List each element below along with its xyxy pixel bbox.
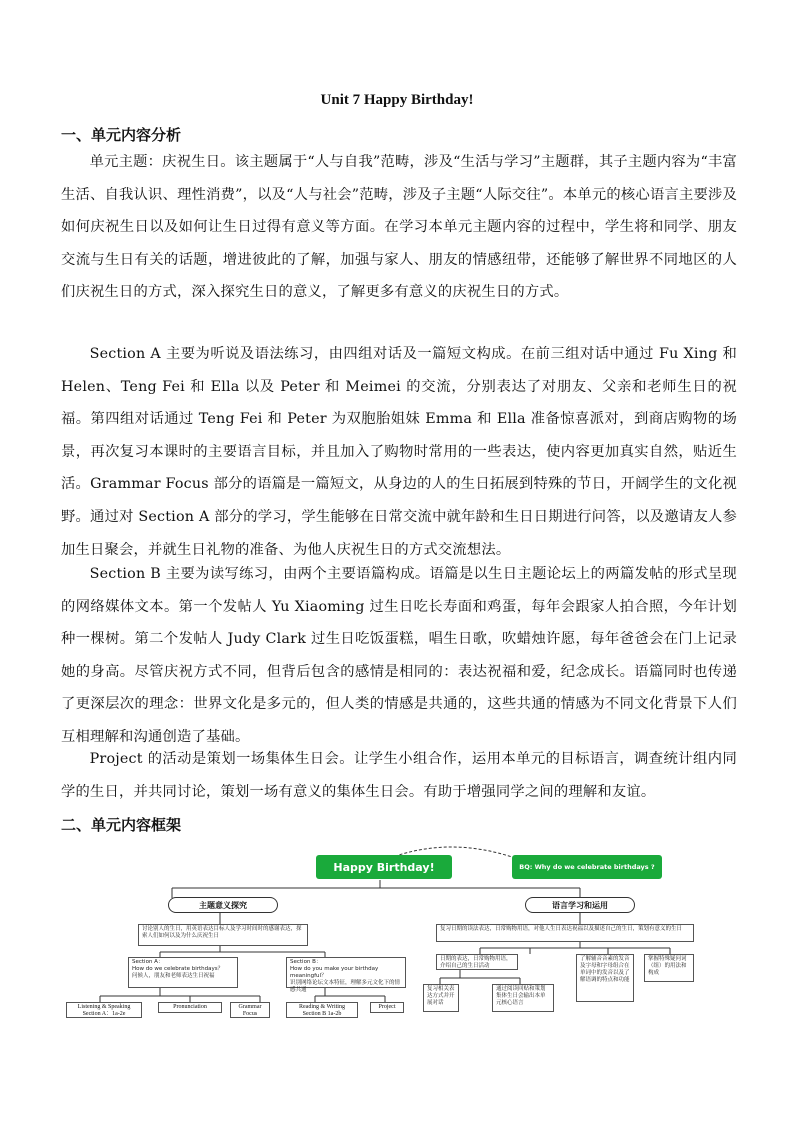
leaf-reading-writing: Reading & Writing Section B 1a-2b [286, 1002, 358, 1018]
unit-framework-diagram [60, 850, 700, 1025]
leaf-pronunciation: Pronunciation [158, 1002, 222, 1013]
root-node: Happy Birthday! [316, 855, 452, 879]
section-heading-framework: 二、单元内容框架 [61, 816, 182, 834]
left-description-box: 讨论别人的生日，用英语表达目标人及学习时间时的感谢表达，探索人们如何以及为什么庆祝生日 [138, 924, 308, 946]
paragraph-project: Project 的活动是策划一场集体生日会。让学生小组合作，运用本单元的目标语言，调查统计组内同学的生日，并共同讨论，策划一场有意义的集体生日会。有助于增强同学之间的理解和友谊。 [61, 751, 737, 800]
big-question-node: BQ: Why do we celebrate birthdays ? [512, 855, 662, 879]
section-b-box: Section B： How do you make your birthday meaningful？ 识别网络论坛文本特征，理解多元文化下的情感共通 [286, 957, 406, 988]
section-a-box: Section A： How do we celebrate birthdays？ 问候人，朋友和老师表达生日祝福 [128, 957, 238, 988]
paragraph-theme: 单元主题：庆祝生日。该主题属于“人与自我”范畴，涉及“生活与学习”主题群，其子主题内容为“丰富生活、自我认识、理性消费”，以及“人与社会”范畴，涉及子主题“人际交往”。本单元的核心语言主要涉及如何庆祝生日以及如何让生日过得有意义等方面。在学习本单元主题内容的过程中，学生将和同学、朋友交流与生日有关的话题，增进彼此的了解，加强与家人、朋友的情感纽带，还能够了解世界不同地区的人们庆祝生日的方式，深入探究生日的意义，了解更多有意义的庆祝生日的方式。 [61, 154, 737, 301]
leaf-grammar-focus: Grammar Focus [230, 1002, 270, 1018]
leaf-project: Project [370, 1002, 404, 1013]
paragraph-section-a: Section A 主要为听说及语法练习，由四组对话及一篇短文构成。在前三组对话中通过 Fu Xing 和 Helen、Teng Fei 和 Ella 以及 Peter 和 Meimei 的交流，分别表达了对朋友、父亲和老师生日的祝福。第四组对话通过 Teng Fei 和 Peter 为双胞胎姐妹 Emma 和 Ella 准备惊喜派对，到商店购物的场景，再次复习本课时的主要语言目标，并且加入了购物时常用的一些表达，使内容更加真实自然，贴近生活。Grammar Focus 部分的语篇是一篇短文，从身边的人的生日拓展到特殊的节日，开阔学生的文化视野。通过对 Section A 部分的学习，学生能够在日常交流中就年龄和生日日期进行问答，以及邀请友人参加生日聚会，并就生日礼物的准备、为他人庆祝生日的方式交流想法。 [61, 346, 737, 558]
right-description-box: 复习日期的读法表达，日常购物用语，对他人生日表达祝福以及描述自己的生日，策划有意义的生日 [436, 924, 694, 942]
right-box-dates-shopping: 日期的表达，日常购物用语，介绍自己的生日活动 [436, 954, 518, 970]
section-heading-analysis: 一、单元内容分析 [61, 126, 182, 144]
leaf-listening-speaking: Listening & Speaking Section A：1a-2e [66, 1002, 142, 1018]
paragraph-section-b: Section B 主要为读写练习，由两个主要语篇构成。语篇是以生日主题论坛上的两篇发帖的形式呈现的网络媒体文本。第一个发帖人 Yu Xiaoming 过生日吃长寿面和鸡蛋，每年会跟家人拍合照，今年计划种一棵树。第二个发帖人 Judy Clark 过生日吃饭蛋糕，唱生日歌，吹蜡烛许愿，每年爸爸会在门上记录她的身高。尽管庆祝方式不同，但背后包含的感情是相同的：表达祝福和爱，纪念成长。语篇同时也传递了更深层次的理念：世界文化是多元的，但人类的情感是共通的，这些共通的情感为不同文化背景下人们互相理解和沟通创造了基础。 [61, 566, 737, 745]
right-box-review-dialogue: 复习相关表达方式并开展对话 [423, 984, 459, 1012]
right-branch-node: 语言学习和运用 [525, 897, 635, 913]
right-box-question-words: 掌握特殊疑问词（组）的用法和构成 [644, 954, 694, 982]
left-branch-node: 主题意义探究 [168, 897, 278, 913]
right-box-output: 通过阅读回贴和策划集体生日会输出本单元核心语言 [492, 984, 554, 1012]
unit-title: Unit 7 Happy Birthday! [320, 92, 474, 108]
right-box-pronunciation: 了解辅音音素的发音及字母和字母组合在单词中的发音以及了解语调的特点和功能 [576, 954, 634, 1002]
